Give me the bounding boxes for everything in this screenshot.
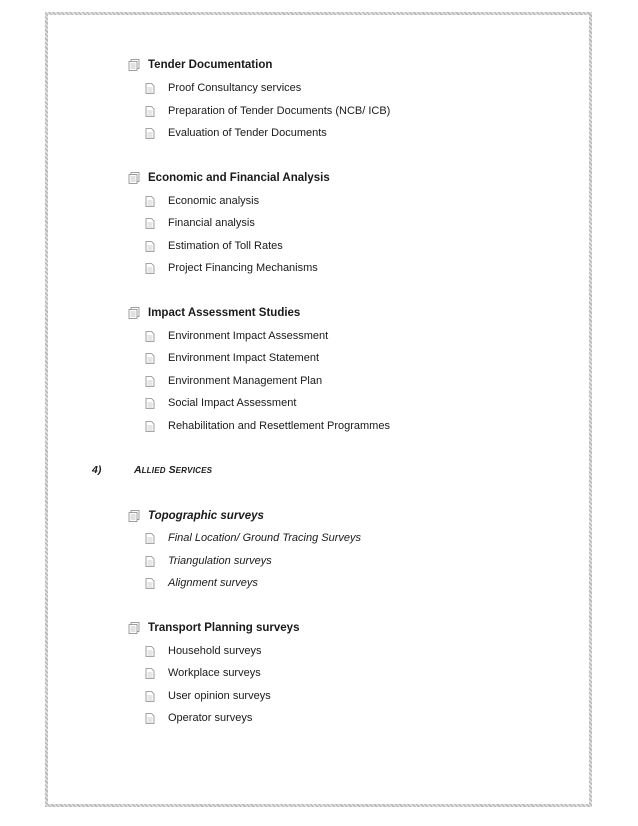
document-icon <box>145 83 155 94</box>
list-item <box>145 532 361 544</box>
section-title-text: Topographic surveys <box>148 510 264 522</box>
document-icon <box>145 668 155 679</box>
list-item <box>145 420 390 432</box>
list-item-text: Household surveys <box>168 645 262 657</box>
list-item <box>145 645 262 657</box>
list-item <box>145 217 255 229</box>
list-item-text: Environment Impact Assessment <box>168 330 329 342</box>
document-icon <box>145 218 155 229</box>
stacked-pages-icon <box>128 307 140 319</box>
list-item-text: Environment Management Plan <box>168 375 323 387</box>
stacked-pages-icon <box>128 59 140 71</box>
heading-number: 4) <box>92 464 102 476</box>
document-icon <box>145 106 155 117</box>
list-item <box>145 195 259 207</box>
section-title-topographic-surveys <box>128 510 264 522</box>
stacked-pages-icon <box>128 622 140 634</box>
document-icon <box>145 331 155 342</box>
list-item-text: Financial analysis <box>168 217 255 229</box>
list-item-text: Proof Consultancy services <box>168 82 302 94</box>
list-item <box>145 375 322 387</box>
document-icon <box>145 533 155 544</box>
section-title-tender-documentation <box>128 59 272 71</box>
section-title-economic-financial-analysis <box>128 172 330 184</box>
section-heading-allied-services <box>92 464 212 476</box>
section-title-text: Economic and Financial Analysis <box>148 172 330 184</box>
document-icon <box>145 398 155 409</box>
section-title-text: Impact Assessment Studies <box>148 307 301 319</box>
heading-initial: S <box>168 464 176 476</box>
list-item <box>145 330 328 342</box>
document-icon <box>145 713 155 724</box>
list-item-text: Social Impact Assessment <box>168 397 297 409</box>
list-item-text: Alignment surveys <box>168 577 258 589</box>
list-item-text: Project Financing Mechanisms <box>168 262 318 274</box>
list-item <box>145 240 283 252</box>
document-icon <box>145 421 155 432</box>
stacked-pages-icon <box>128 510 140 522</box>
document-icon <box>145 376 155 387</box>
document-icon <box>145 353 155 364</box>
list-item-text: Triangulation surveys <box>168 555 272 567</box>
heading-smallcaps: LLIED <box>141 466 166 475</box>
list-item <box>145 262 318 274</box>
list-item <box>145 127 327 139</box>
heading-initial: A <box>134 464 142 476</box>
list-item-text: Estimation of Toll Rates <box>168 240 283 252</box>
document-icon <box>145 646 155 657</box>
list-item-text: Evaluation of Tender Documents <box>168 127 327 139</box>
list-item <box>145 397 296 409</box>
list-item-text: Operator surveys <box>168 712 253 724</box>
list-item-text: Environment Impact Statement <box>168 352 320 364</box>
heading-smallcaps: ERVICES <box>175 466 213 475</box>
list-item-text: Preparation of Tender Documents (NCB/ ICB) <box>168 105 391 117</box>
stacked-pages-icon <box>128 172 140 184</box>
document-icon <box>145 263 155 274</box>
list-item <box>145 577 258 589</box>
document-icon <box>145 691 155 702</box>
section-title-text: Transport Planning surveys <box>148 622 300 634</box>
list-item <box>145 667 261 679</box>
list-item <box>145 82 301 94</box>
list-item-text: Economic analysis <box>168 195 260 207</box>
document-icon <box>145 556 155 567</box>
section-title-text: Tender Documentation <box>148 59 273 71</box>
list-item <box>145 712 252 724</box>
section-title-impact-assessment-studies <box>128 307 300 319</box>
list-item <box>145 105 390 117</box>
section-title-transport-planning-surveys <box>128 622 299 634</box>
list-item-text: Final Location/ Ground Tracing Surveys <box>168 532 361 544</box>
list-item-text: User opinion surveys <box>168 690 271 702</box>
document-icon <box>145 241 155 252</box>
document-icon <box>145 578 155 589</box>
list-item <box>145 690 271 702</box>
document-icon <box>145 128 155 139</box>
list-item-text: Rehabilitation and Resettlement Programmes <box>168 420 390 432</box>
list-item-text: Workplace surveys <box>168 667 261 679</box>
list-item <box>145 555 272 567</box>
document-icon <box>145 196 155 207</box>
list-item <box>145 352 319 364</box>
